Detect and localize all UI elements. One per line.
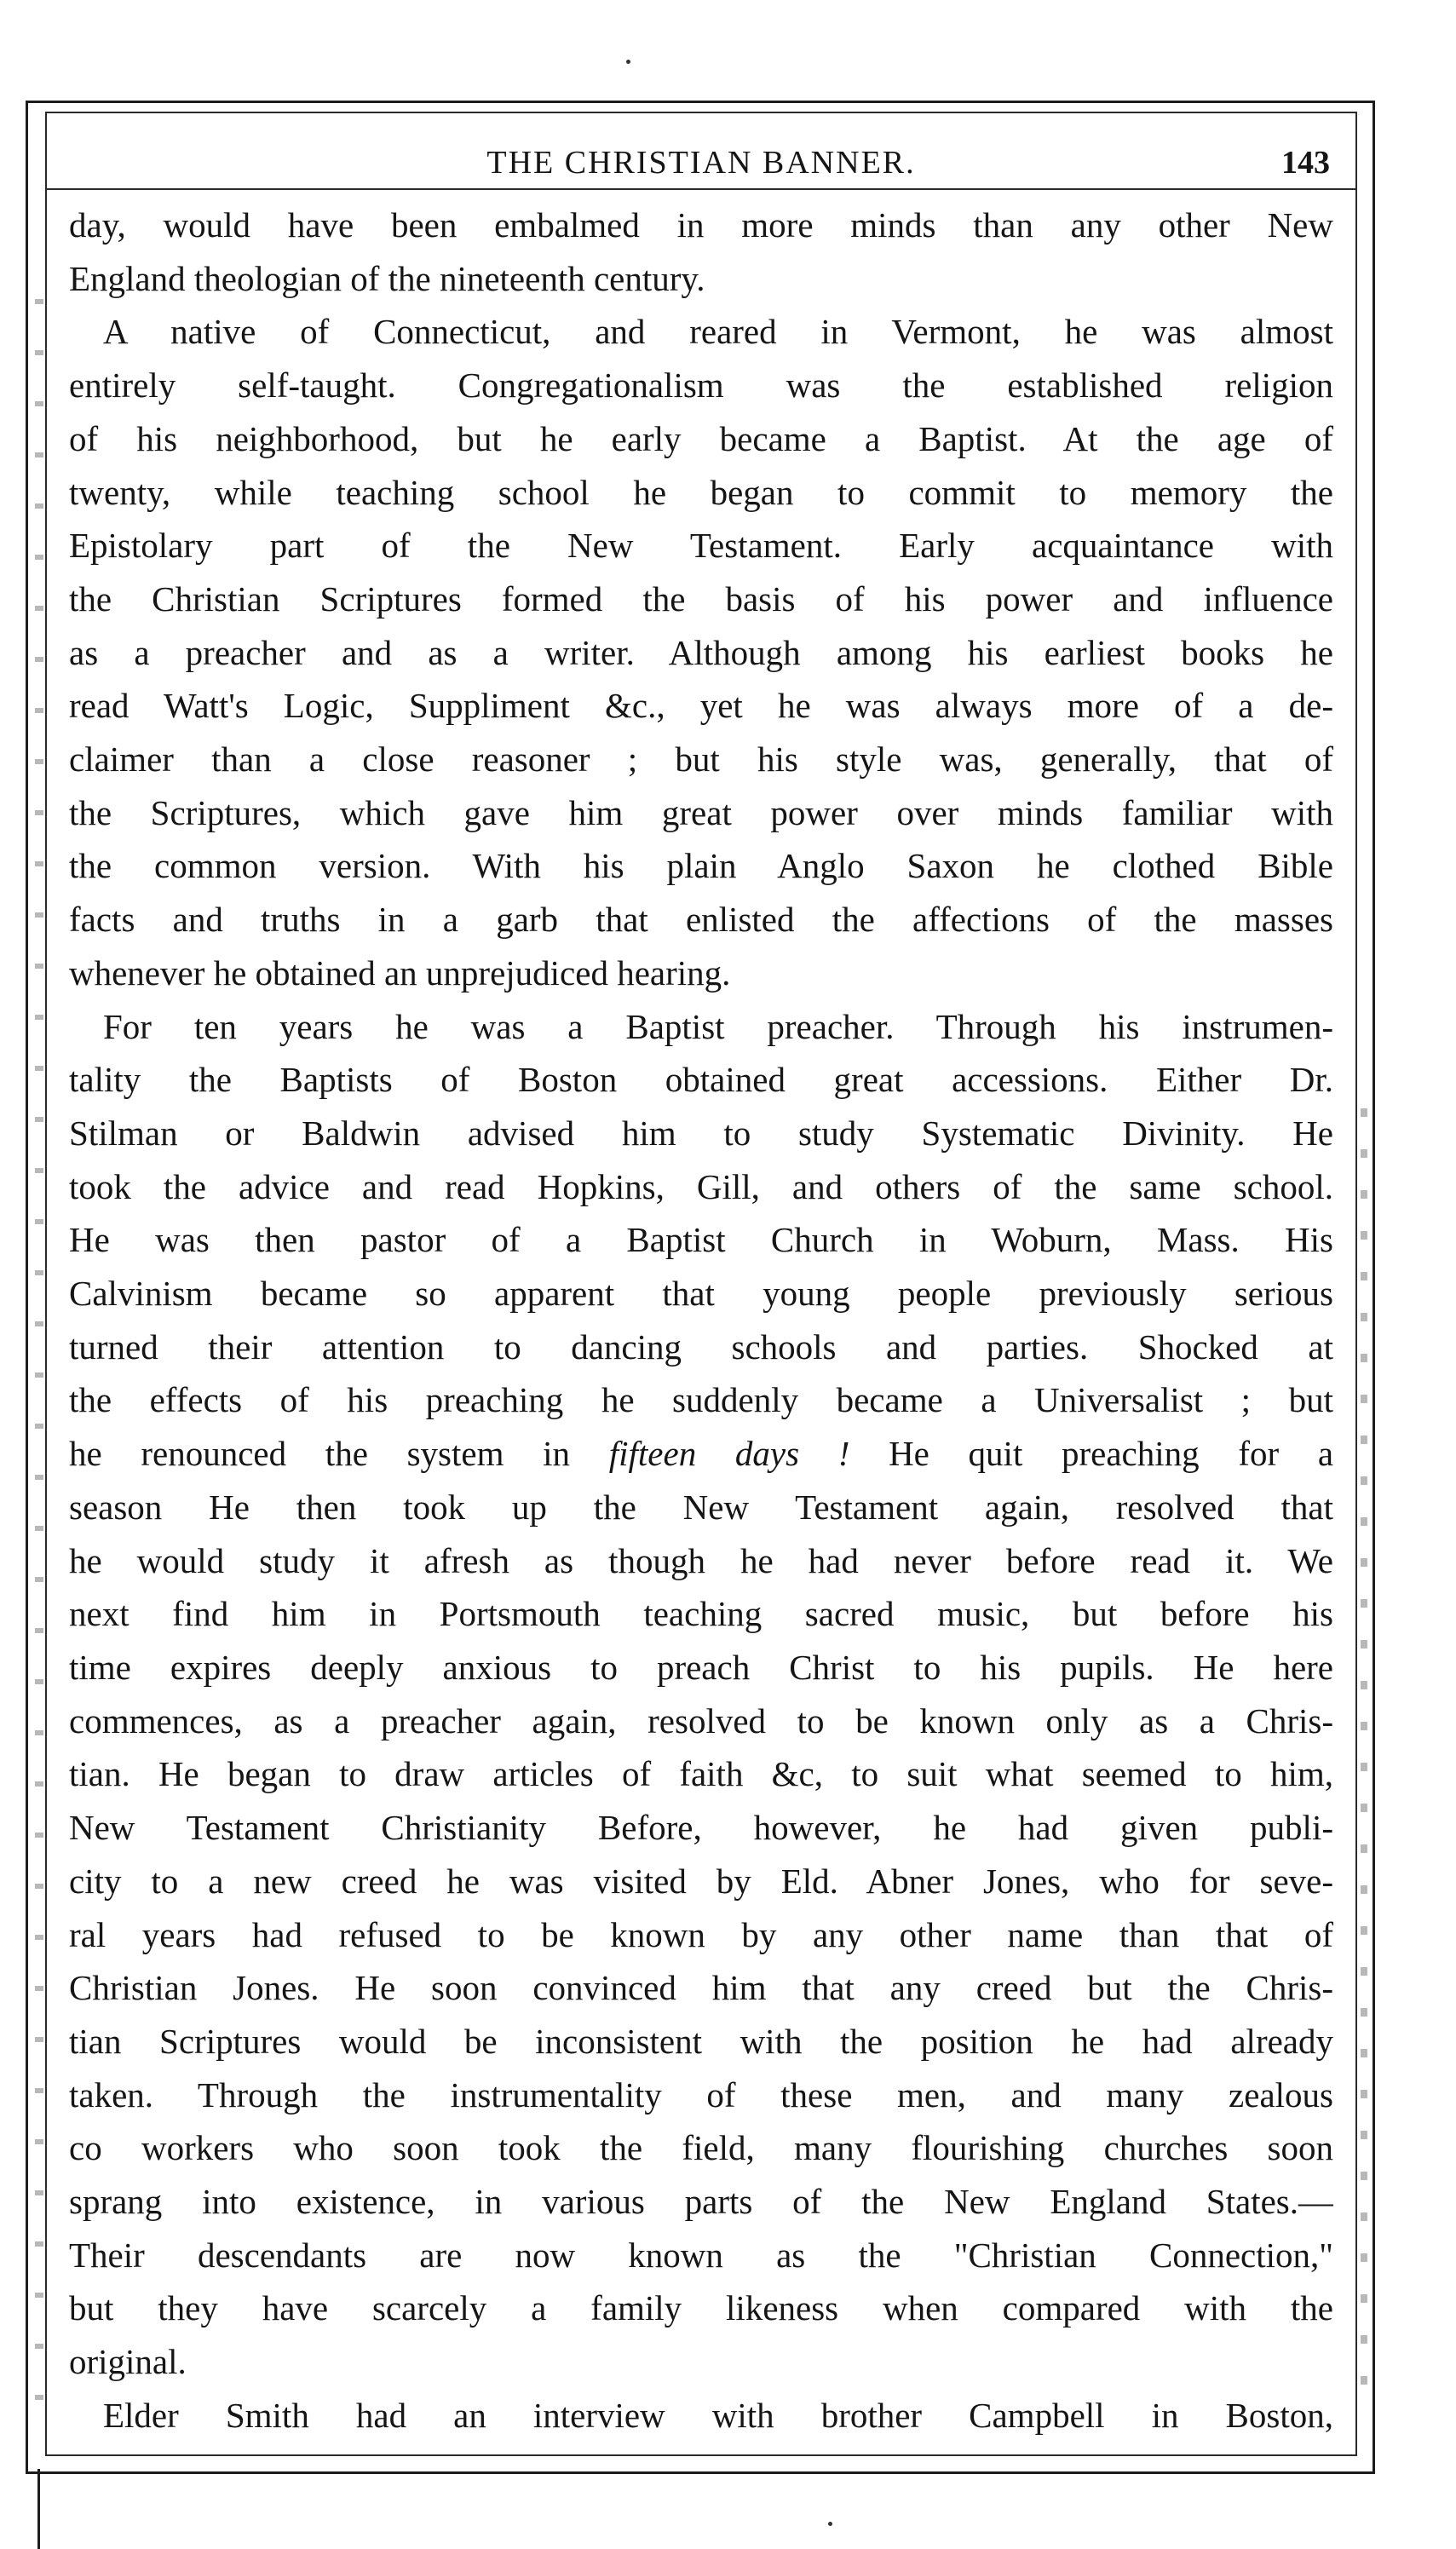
page-number: 143	[1281, 145, 1330, 181]
text-line: the Christian Scriptures formed the basis of his power and influence	[69, 578, 1333, 619]
paragraph-start-line: Elder Smith had an interview with brother Campbell in Boston,	[103, 2395, 1333, 2435]
margin-specks-right	[1361, 1108, 1367, 2386]
text-line: facts and truths in a garb that enlisted the affections of the masses	[69, 900, 1333, 940]
text-line: time expires deeply anxious to preach Christ to his pupils. He here	[69, 1647, 1333, 1687]
paragraph-start-line: A native of Connecticut, and reared in Vermont, he was almost	[103, 312, 1333, 352]
text-line: tality the Baptists of Boston obtained great accessions. Either Dr.	[69, 1060, 1333, 1100]
text-line: the common version. With his plain Anglo Saxon he clothed Bible	[69, 846, 1333, 886]
text-line: Their descendants are now known as the "Christian Connection,"	[69, 2235, 1333, 2275]
text-line: city to a new creed he was visited by Eld. Abner Jones, who for seve-	[69, 1861, 1333, 1901]
scan-speck	[626, 60, 630, 64]
text-line: New Testament Christianity Before, however, he had given publi-	[69, 1808, 1333, 1848]
margin-specks-left	[35, 299, 43, 2429]
text-line: commences, as a preacher again, resolved to be known only as a Chris-	[69, 1700, 1333, 1741]
text-line: co workers who soon took the field, many flourishing churches soon	[69, 2128, 1333, 2168]
running-title: THE CHRISTIAN BANNER.	[486, 145, 916, 181]
text-line: took the advice and read Hopkins, Gill, and others of the same school.	[69, 1166, 1333, 1206]
text-line: he would study it afresh as though he had never before read it. We	[69, 1540, 1333, 1580]
text-line: He was then pastor of a Baptist Church in Woburn, Mass. His	[69, 1220, 1333, 1260]
text-line: Epistolary part of the New Testament. Early acquaintance with	[69, 526, 1333, 566]
text-line: the Scriptures, which gave him great power over minds familiar with	[69, 792, 1333, 832]
text-line: turned their attention to dancing schools and parties. Shocked at	[69, 1326, 1333, 1367]
text-line: season He then took up the New Testament again, resolved that	[69, 1487, 1333, 1527]
text-line: entirely self-taught. Congregationalism was the established religion	[69, 365, 1333, 406]
scan-speck	[828, 2522, 832, 2526]
text-line: tian Scriptures would be inconsistent with the position he had already	[69, 2021, 1333, 2061]
page-edge-line	[37, 2469, 40, 2549]
text-line: whenever he obtained an unprejudiced hearing.	[69, 952, 731, 993]
text-line: the effects of his preaching he suddenly became a Universalist ; but	[69, 1380, 1333, 1420]
text-line: day, would have been embalmed in more minds than any other New	[69, 205, 1333, 245]
text-line: read Watt's Logic, Suppliment &c., yet he was always more of a de-	[69, 686, 1333, 726]
text-line: Christian Jones. He soon convinced him that any creed but the Chris-	[69, 1968, 1333, 2008]
text-line: ral years had refused to be known by any other name than that of	[69, 1914, 1333, 1954]
text-line: of his neighborhood, but he early became a Baptist. At the age of	[69, 418, 1333, 458]
text-line: taken. Through the instrumentality of these men, and many zealous	[69, 2074, 1333, 2115]
text-line: next find him in Portsmouth teaching sacred music, but before his	[69, 1594, 1333, 1634]
text-line: sprang into existence, in various parts of the New England States.—	[69, 2182, 1333, 2222]
text-line: twenty, while teaching school he began to commit to memory the	[69, 472, 1333, 512]
text-line: tian. He began to draw articles of faith &c, to suit what seemed to him,	[69, 1754, 1333, 1794]
paragraph-start-line: For ten years he was a Baptist preacher. Through his instrumen-	[103, 1006, 1333, 1046]
text-run: he renounced the system in	[69, 1434, 571, 1474]
running-head	[47, 137, 1355, 190]
text-line: as a preacher and as a writer. Although among his earliest books he	[69, 632, 1333, 672]
text-frame	[45, 112, 1357, 2456]
text-line: Stilman or Baldwin advised him to study Systematic Divinity. He	[69, 1113, 1333, 1153]
text-line-mixed	[69, 1427, 1333, 1481]
italic-phrase: fifteen days !	[608, 1434, 850, 1474]
text-line: original.	[69, 2342, 187, 2382]
text-line: claimer than a close reasoner ; but his style was, generally, that of	[69, 739, 1333, 780]
text-line: Calvinism became so apparent that young people previously serious	[69, 1274, 1333, 1314]
text-line: but they have scarcely a family likeness when compared with the	[69, 2288, 1333, 2328]
page-border	[26, 101, 1375, 2474]
text-run: He quit preaching for a	[889, 1434, 1333, 1474]
article-body	[69, 199, 1333, 2434]
text-line: England theologian of the nineteenth century.	[69, 258, 705, 298]
